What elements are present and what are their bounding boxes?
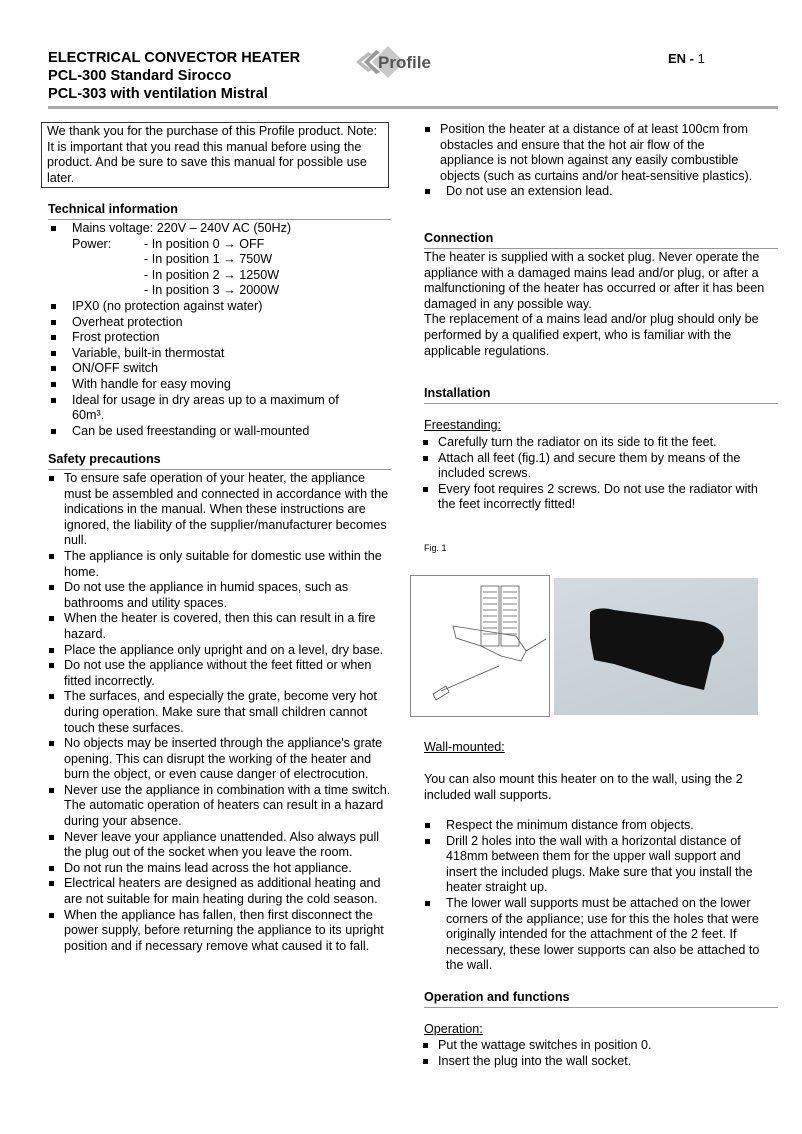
foot-diagram <box>410 575 550 717</box>
power-item: - In position 2 → 1250W <box>144 267 280 282</box>
list-item: Carefully turn the radiator on its side to fit the feet. <box>420 435 765 451</box>
wall-list <box>422 818 772 974</box>
wall-intro: You can also mount this heater on to the wall, using the 2 included wall supports. <box>424 772 743 802</box>
technical-list <box>48 221 391 439</box>
list-item: Put the wattage switches in position 0. <box>420 1038 765 1054</box>
page-num: 1 <box>697 51 705 66</box>
operation-list <box>420 1038 765 1069</box>
power-item: - In position 1 → 750W <box>144 252 273 267</box>
intro-text: We thank you for the purchase of this Profile product. Note: It is important that you read this manual before using the product. And be sure to save this manual for possible use later. <box>47 124 378 185</box>
installation-heading: Installation <box>424 386 778 404</box>
list-item: The surfaces, and especially the grate, become very hot during operation. Make sure that small children cannot touch these surfaces. <box>46 689 391 736</box>
freestanding-list <box>420 435 765 513</box>
list-item: When the appliance has fallen, then first disconnect the power supply, before returning the appliance to its upright position and if necessary remove what caused it to fall. <box>46 908 391 955</box>
connection-text <box>424 250 769 359</box>
list-item: With handle for easy moving <box>48 377 391 393</box>
title-line: ELECTRICAL CONVECTOR HEATER <box>48 50 301 66</box>
technical-heading: Technical information <box>48 202 391 220</box>
list-item: Overheat protection <box>48 315 391 331</box>
list-item: IPX0 (no protection against water) <box>48 299 391 315</box>
list-item: Ideal for usage in dry areas up to a maximum of 60m³. <box>48 393 362 424</box>
list-item: Attach all feet (fig.1) and secure them by means of the included screws. <box>420 451 765 482</box>
list-item: Insert the plug into the wall socket. <box>420 1054 765 1070</box>
safety-list <box>46 471 391 954</box>
list-item: The lower wall supports must be attached on the lower corners of the appliance; use for this the holes that were originally intended for the attachment of the 2 feet. If necessary, these lower supports can also be attached to the wall. <box>422 896 772 974</box>
foot-photo <box>554 578 758 715</box>
list-item: Never use the appliance in combination with a time switch. The automatic operation of heaters can result in a hazard during your absence. <box>46 783 391 830</box>
list-item: Frost protection <box>48 330 391 346</box>
connection-heading: Connection <box>424 231 778 249</box>
freestanding-subheading: Freestanding: <box>424 418 502 432</box>
safety-heading: Safety precautions <box>48 452 391 470</box>
list-item: Respect the minimum distance from objects. <box>422 818 772 834</box>
profile-logo <box>346 44 436 80</box>
connection-p1: The heater is supplied with a socket plug. Never operate the appliance with a damaged mains lead and/or plug, or after a malfunctioning of the heater has occurred or after it has been damaged in any possible way. <box>424 250 765 311</box>
intro-box <box>41 122 389 188</box>
power-item: - In position 0 → OFF <box>144 236 265 251</box>
list-item <box>48 221 391 299</box>
title-line: PCL-300 Standard Sirocco <box>48 68 232 84</box>
list-item: ON/OFF switch <box>48 361 391 377</box>
list-item: Do not use the appliance without the feet fitted or when fitted incorrectly. <box>46 658 391 689</box>
svg-text:Profile: Profile <box>378 53 431 72</box>
list-item: Position the heater at a distance of at least 100cm from obstacles and ensure that the hot air flow of the appliance is not blown against any easily combustible objects (such as curtains and/or heat-sensitive plastics). <box>422 122 762 184</box>
list-item: Do not use an extension lead. <box>422 184 762 200</box>
list-item: When the heater is covered, then this can result in a fire hazard. <box>46 611 391 642</box>
placement-list <box>422 122 762 200</box>
operation-subheading: Operation: <box>424 1022 483 1036</box>
list-item: Variable, built-in thermostat <box>48 346 391 362</box>
list-item: The appliance is only suitable for domestic use within the home. <box>46 549 391 580</box>
page-label: EN - <box>668 51 694 66</box>
connection-p2: The replacement of a mains lead and/or plug should only be performed by a qualified expert, who is familiar with the applicable regulations. <box>424 312 759 358</box>
list-item: Do not use the appliance in humid spaces, such as bathrooms and utility spaces. <box>46 580 391 611</box>
operation-heading: Operation and functions <box>424 990 778 1008</box>
page-number <box>668 51 705 67</box>
header-rule <box>48 106 778 109</box>
list-item: Every foot requires 2 screws. Do not use the radiator with the feet incorrectly fitted! <box>420 482 765 513</box>
power-block <box>72 237 391 299</box>
list-item: Place the appliance only upright and on a level, dry base. <box>46 643 391 659</box>
mains-text: Mains voltage: 220V – 240V AC (50Hz) <box>72 221 292 235</box>
power-label: Power: <box>72 236 112 251</box>
list-item: Can be used freestanding or wall-mounted <box>48 424 391 440</box>
power-item: - In position 3 → 2000W <box>144 283 280 298</box>
list-item: To ensure safe operation of your heater, the appliance must be assembled and connected in accordance with the indications in the manual. When these instructions are ignored, the liability of the supplier/manufacturer becomes null. <box>46 471 391 549</box>
document-title <box>48 49 300 103</box>
list-item: Electrical heaters are designed as additional heating and are not suitable for main heating during the cold season. <box>46 876 391 907</box>
figure-label: Fig. 1 <box>424 543 447 553</box>
list-item: Do not run the mains lead across the hot appliance. <box>46 861 391 877</box>
wall-mounted-subheading: Wall-mounted: <box>424 740 505 754</box>
title-line: PCL-303 with ventilation Mistral <box>48 86 268 102</box>
list-item: Never leave your appliance unattended. Also always pull the plug out of the socket when you leave the room. <box>46 830 391 861</box>
list-item: No objects may be inserted through the appliance's grate opening. This can disrupt the working of the heater and burn the object, or even cause danger of electrocution. <box>46 736 391 783</box>
list-item: Drill 2 holes into the wall with a horizontal distance of 418mm between them for the upper wall support and insert the included plugs. Make sure that you install the heater straight up. <box>422 834 772 896</box>
